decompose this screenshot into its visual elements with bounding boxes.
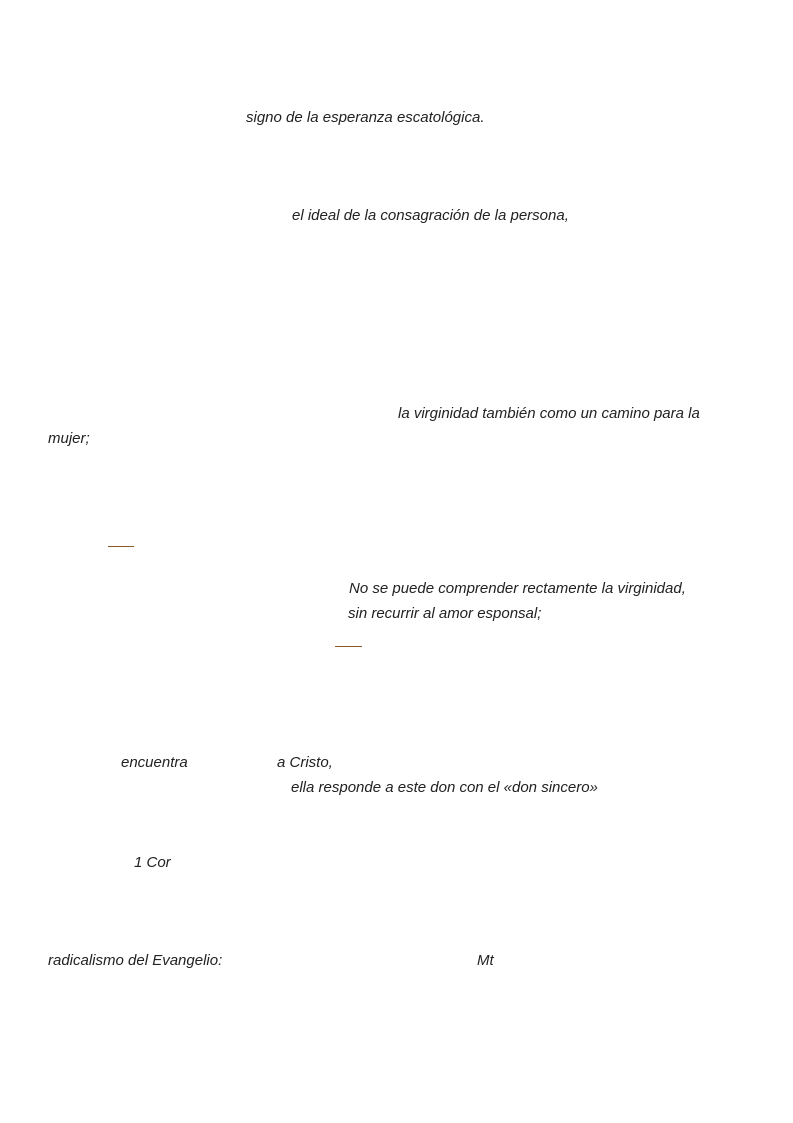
text-a-cristo: a Cristo, <box>277 754 333 771</box>
text-1-cor: 1 Cor <box>134 854 171 871</box>
text-radicalismo-evangelio: radicalismo del Evangelio: <box>48 952 223 969</box>
text-mt: Mt <box>477 952 494 969</box>
text-ideal-consagracion: el ideal de la consagración de la persona, <box>292 207 569 224</box>
text-comprender-virginidad: No se puede comprender rectamente la virginidad, <box>349 580 686 597</box>
text-virginidad-camino: la virginidad también como un camino para la <box>398 405 700 422</box>
text-mujer: mujer; <box>48 430 90 447</box>
text-esperanza-escatologica: signo de la esperanza escatológica. <box>246 109 485 126</box>
footnote-rule-2 <box>335 646 362 647</box>
text-encuentra: encuentra <box>121 754 188 771</box>
text-don-sincero: ella responde a este don con el «don sincero» <box>291 779 598 796</box>
text-amor-esponsal: sin recurrir al amor esponsal; <box>348 605 542 622</box>
footnote-rule-1 <box>108 546 134 547</box>
